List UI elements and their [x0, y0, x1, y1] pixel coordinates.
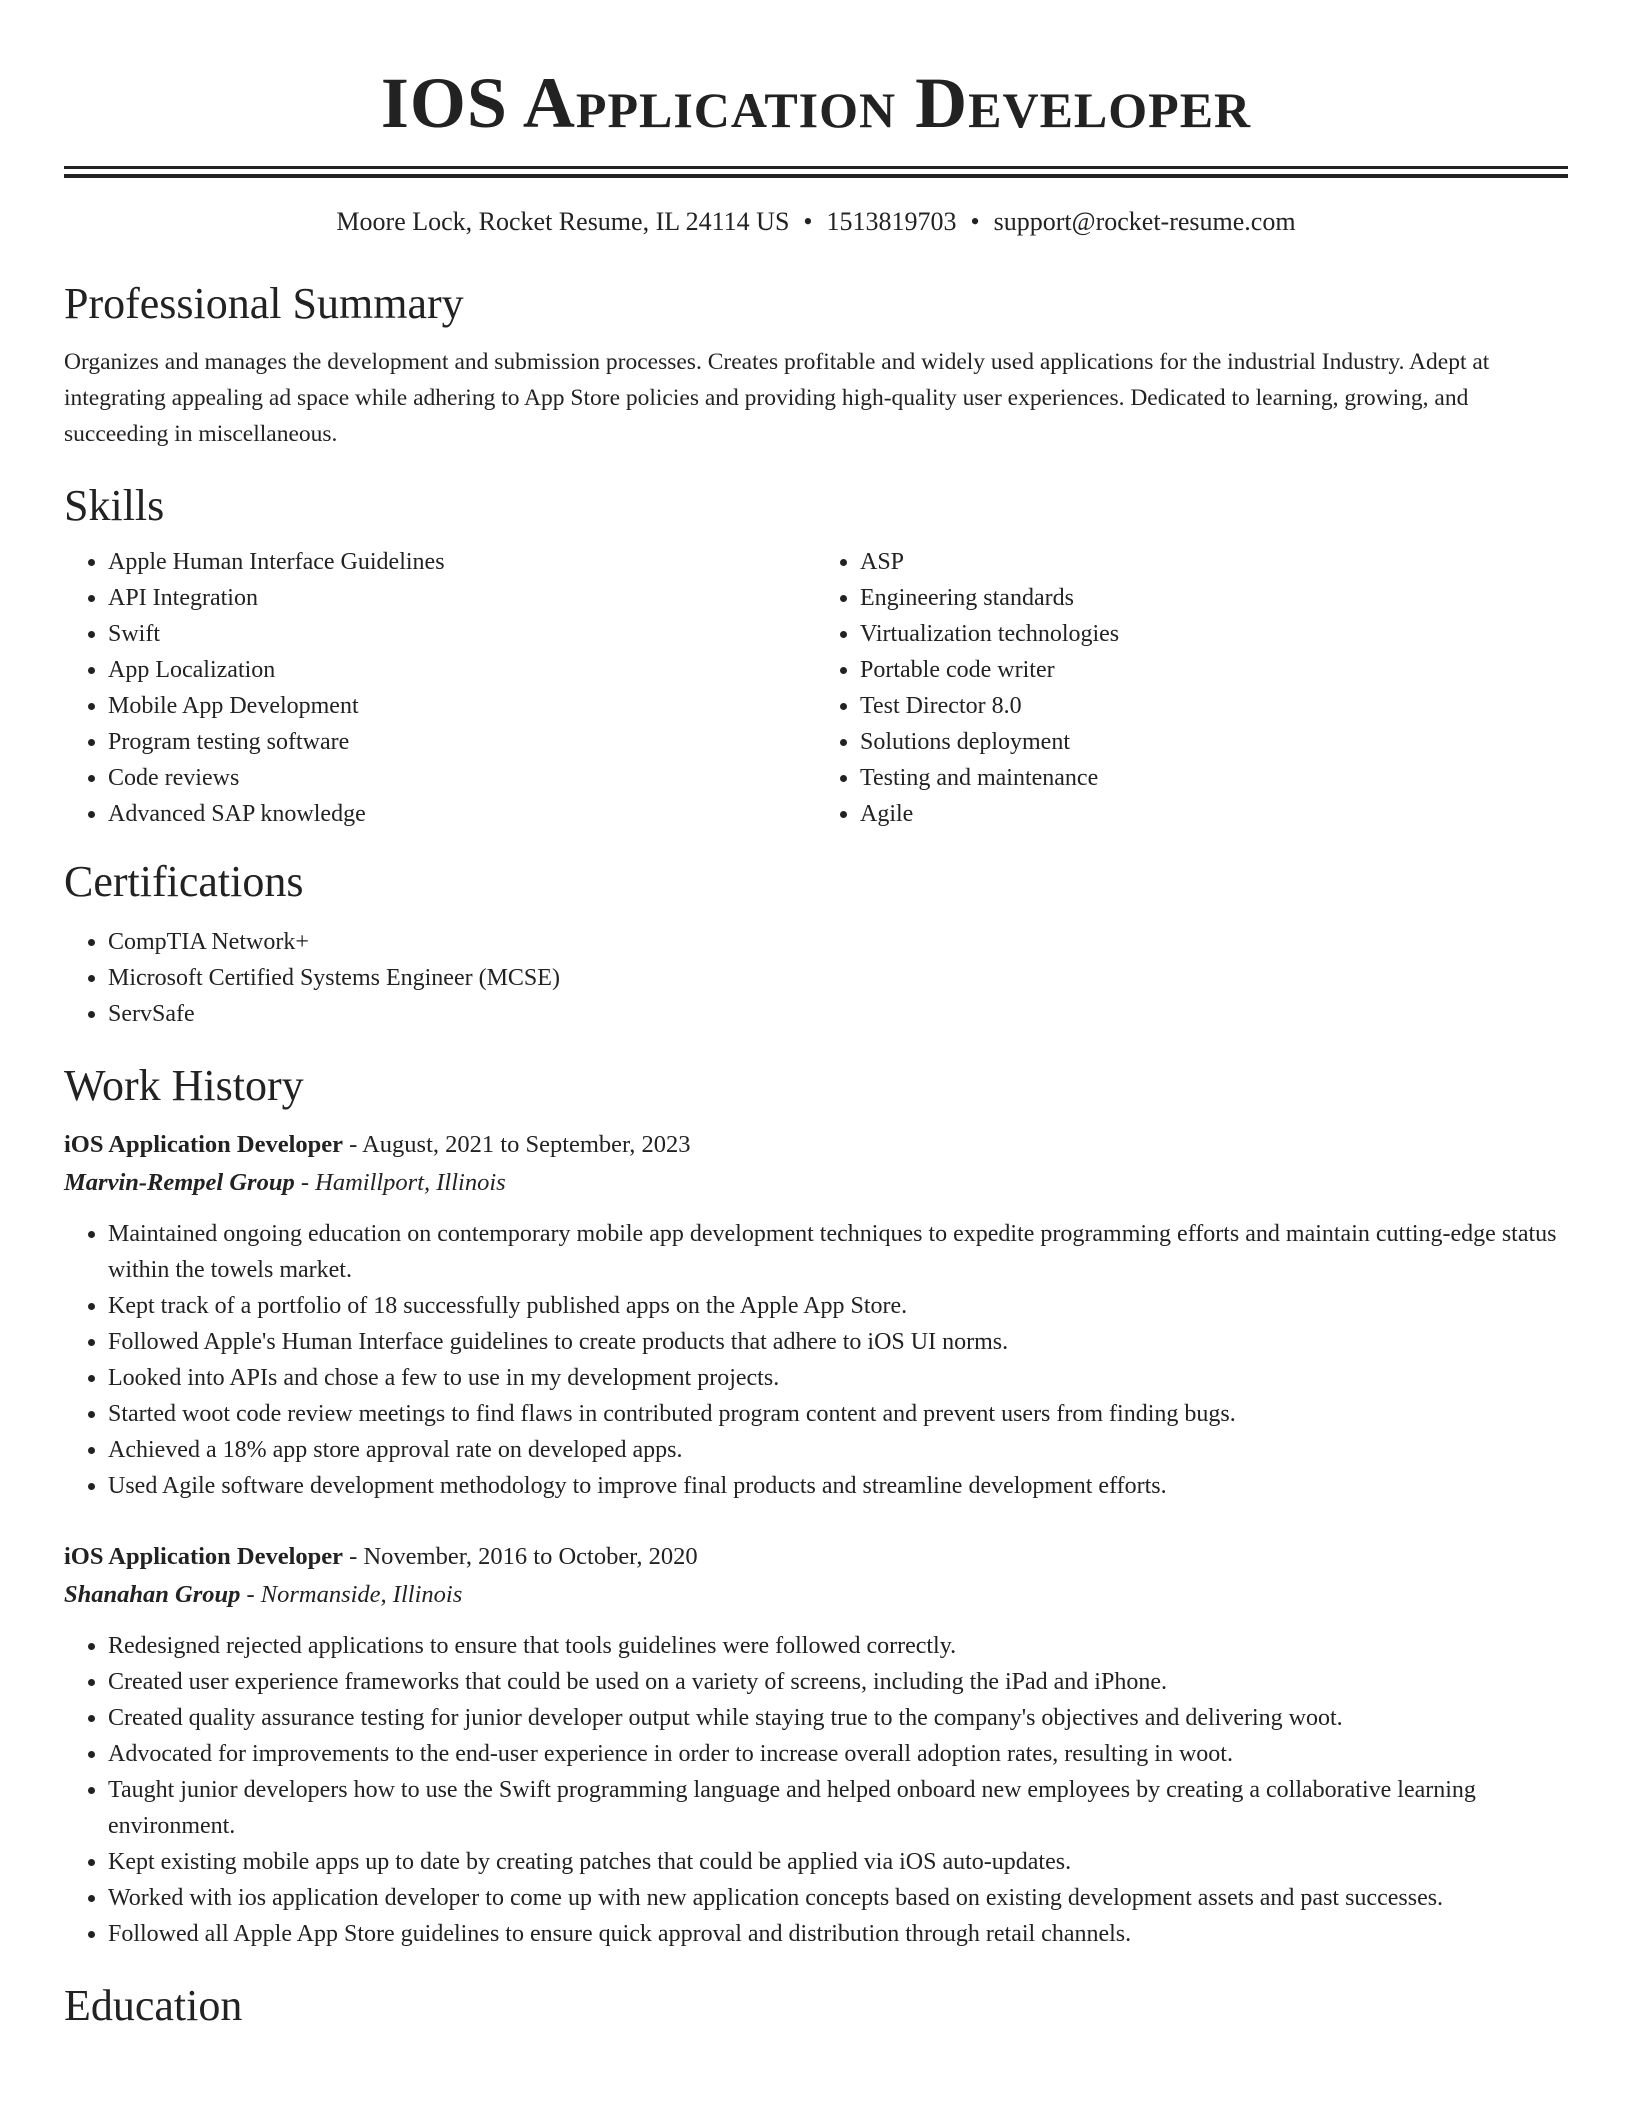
skill-item: • Program testing software [108, 724, 816, 760]
summary-text: Organizes and manages the development and submission processes. Creates profitable and widely used applications for the industrial Industry. Adept at integrating appealing ad space while adhering to App Store policies and providing high-quality user experiences. Dedicated to learning, growing, and succeeding in miscellaneous. [64, 349, 1490, 447]
skill-item: • Testing and maintenance [860, 760, 1568, 796]
contact-separator: • [970, 207, 980, 236]
skill-item: • Virtualization technologies [860, 616, 1568, 652]
skill-item: • Engineering standards [860, 580, 1568, 616]
job-dates: - November, 2016 to October, 2020 [343, 1543, 698, 1570]
job-bullets [64, 1628, 1568, 1952]
contact-separator: • [803, 207, 813, 236]
job-bullet: • Maintained ongoing education on contemporary mobile app development techniques to expedite programming efforts and maintain cutting-edge status within the towels market. [108, 1216, 1568, 1288]
certification-item: • ServSafe [108, 996, 1568, 1032]
education-heading: Education [64, 1981, 243, 2030]
job-title: iOS Application Developer [64, 1131, 344, 1158]
job-bullet: • Looked into APIs and chose a few to use in my development projects. [108, 1360, 1568, 1396]
job-header [64, 1126, 1568, 1164]
job-bullet: • Achieved a 18% app store approval rate on developed apps. [108, 1432, 1568, 1468]
job-bullets [64, 1216, 1568, 1504]
job-bullet: • Redesigned rejected applications to ensure that tools guidelines were followed correctly. [108, 1628, 1568, 1664]
job-header [64, 1538, 1568, 1576]
contact-phone: 1513819703 [826, 207, 957, 236]
contact-line [64, 204, 1568, 240]
education-section [64, 1978, 1568, 2034]
certifications-list [64, 924, 1568, 1032]
title-divider [64, 166, 1568, 178]
summary-section [64, 276, 1568, 452]
certification-item: • Microsoft Certified Systems Engineer (MCSE) [108, 960, 1568, 996]
skills-section [64, 478, 1568, 832]
contact-address: Moore Lock, Rocket Resume, IL 24114 US [336, 207, 790, 236]
job-company-line [64, 1576, 1568, 1614]
job-bullet: • Created quality assurance testing for junior developer output while staying true to the company's objectives and delivering woot. [108, 1700, 1568, 1736]
skill-item: • Swift [108, 616, 816, 652]
job-bullet: • Followed all Apple App Store guidelines to ensure quick approval and distribution through retail channels. [108, 1916, 1568, 1952]
job-company-line [64, 1164, 1568, 1202]
skills-right-list [816, 544, 1568, 832]
work-history-heading: Work History [64, 1061, 304, 1110]
job-bullet: • Advocated for improvements to the end-user experience in order to increase overall adoption rates, resulting in woot. [108, 1736, 1568, 1772]
job-location: - Normanside, Illinois [240, 1581, 463, 1608]
skills-heading: Skills [64, 481, 165, 530]
skill-item: • API Integration [108, 580, 816, 616]
job-company: Shanahan Group [64, 1581, 241, 1608]
certifications-heading: Certifications [64, 857, 304, 906]
certifications-section [64, 854, 1568, 1032]
work-history-section [64, 1058, 1568, 1952]
job-bullet: • Started woot code review meetings to find flaws in contributed program content and prevent users from finding bugs. [108, 1396, 1568, 1432]
job-bullet: • Followed Apple's Human Interface guidelines to create products that adhere to iOS UI norms. [108, 1324, 1568, 1360]
job-title: iOS Application Developer [64, 1543, 344, 1570]
skills-left-list [64, 544, 816, 832]
job-company: Marvin-Rempel Group [64, 1169, 295, 1196]
job-bullet: • Kept existing mobile apps up to date by creating patches that could be applied via iOS auto-updates. [108, 1844, 1568, 1880]
job-bullet: • Used Agile software development methodology to improve final products and streamline development efforts. [108, 1468, 1568, 1504]
summary-heading: Professional Summary [64, 279, 464, 328]
skill-item: • App Localization [108, 652, 816, 688]
skill-item: • Advanced SAP knowledge [108, 796, 816, 832]
skills-columns [64, 544, 1568, 832]
contact-email: support@rocket-resume.com [993, 207, 1296, 236]
resume-title: IOS Application Developer [380, 63, 1252, 143]
job-bullet: • Kept track of a portfolio of 18 successfully published apps on the Apple App Store. [108, 1288, 1568, 1324]
job-entry [64, 1538, 1568, 1952]
job-bullet: • Taught junior developers how to use the Swift programming language and helped onboard new employees by creating a collaborative learning environment. [108, 1772, 1568, 1844]
job-entry [64, 1126, 1568, 1504]
skill-item: • ASP [860, 544, 1568, 580]
job-bullet: • Created user experience frameworks that could be used on a variety of screens, including the iPad and iPhone. [108, 1664, 1568, 1700]
skill-item: • Code reviews [108, 760, 816, 796]
job-dates: - August, 2021 to September, 2023 [343, 1131, 691, 1158]
job-location: - Hamillport, Illinois [294, 1169, 506, 1196]
job-bullet: • Worked with ios application developer to come up with new application concepts based on existing development assets and past successes. [108, 1880, 1568, 1916]
skill-item: • Solutions deployment [860, 724, 1568, 760]
certification-item: • CompTIA Network+ [108, 924, 1568, 960]
skill-item: • Apple Human Interface Guidelines [108, 544, 816, 580]
skill-item: • Agile [860, 796, 1568, 832]
skill-item: • Test Director 8.0 [860, 688, 1568, 724]
skill-item: • Mobile App Development [108, 688, 816, 724]
skill-item: • Portable code writer [860, 652, 1568, 688]
